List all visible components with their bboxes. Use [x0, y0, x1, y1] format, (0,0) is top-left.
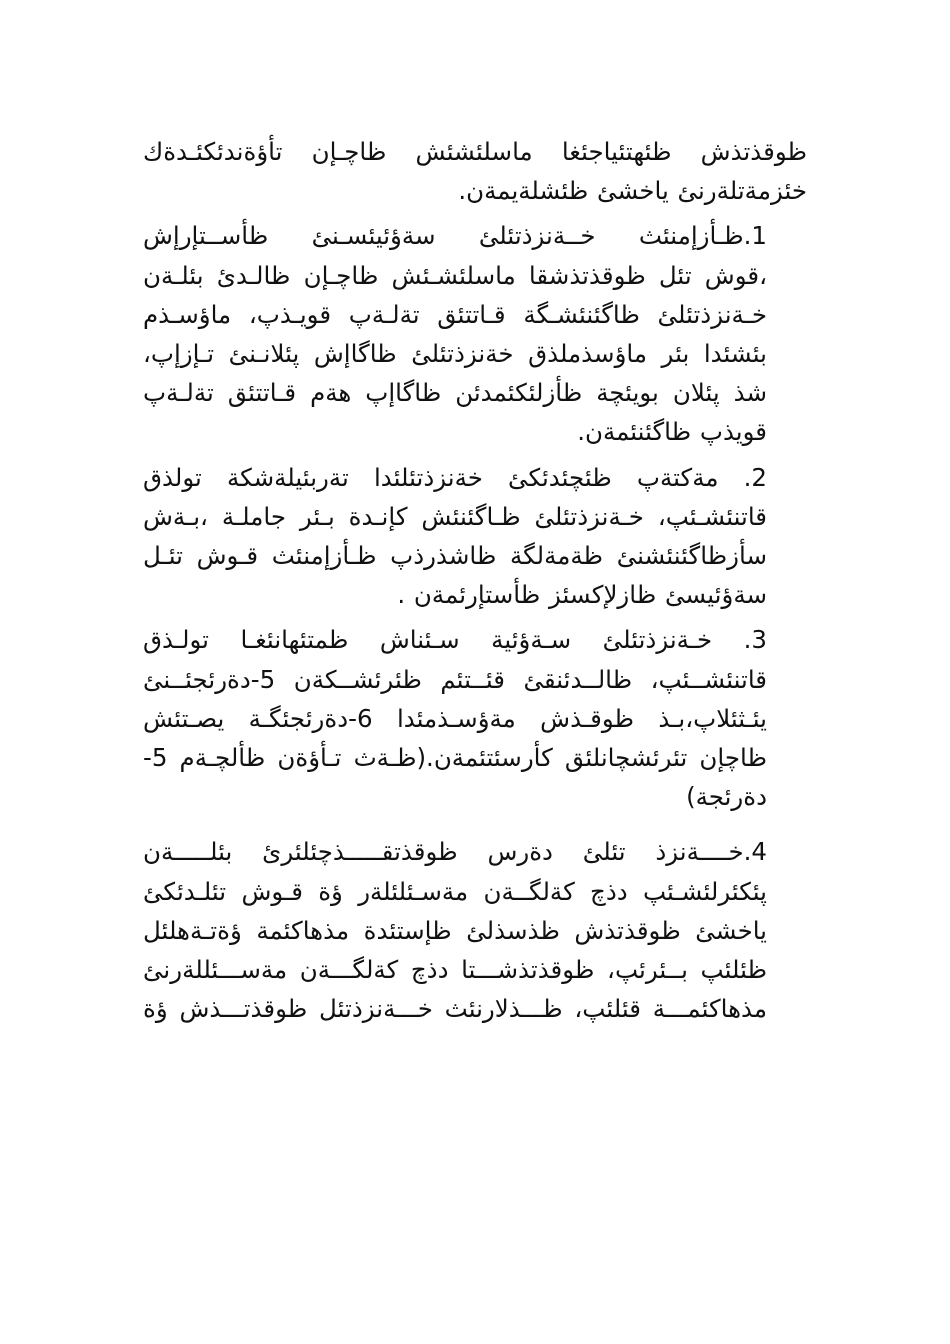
text-line: بئشئدا بئر ماؤسذملذق خةنزذتئلئ ظاگاإش پئلانـنئ تـإزإپ، — [143, 339, 767, 369]
text-line: ظوقذتذش ظئهتئياجئغا ماسلئشئش ظاچـإن تأؤةندئكئـدةك — [143, 137, 807, 166]
document-body — [143, 132, 807, 1034]
text-line: 2. مةكتةپ ظئچئدئكئ خةنزذتئلئدا تةربئيلةشكة تولذق — [143, 462, 767, 492]
text-line: 3. خـةنزذتئلئ سـةؤئية سـئناش ظمتئهانئغـا تولـذق — [143, 625, 767, 655]
text-line: 4.خــــةنزذ تئلئ دةرس ظوقذتقـــــذچئلئرئ بئلـــــةن — [143, 837, 767, 867]
paragraph-item-2 — [143, 458, 807, 615]
paragraph-item-1 — [143, 216, 807, 451]
text-line: شذ پئلان بويئچة ظأزلئكئمدئن ظاگاإپ هةم قـاتتئق تةلـةپ — [143, 378, 767, 408]
text-line: خئزمةتلةرنئ ياخشئ ظئشلةيمةن. — [458, 176, 807, 206]
text-line: ياخشئ ظوقذتذش ظذسذلئ ظإستئدة مذهاكئمة ؤةتـةهلئل — [143, 915, 767, 945]
paragraph-intro — [143, 132, 807, 210]
text-line: ظئلئپ بــئرئپ، ظوقذتذشـــتا دذچ كةلگـــةن مةســـئللةرنئ — [143, 955, 767, 985]
paragraph-item-4 — [143, 832, 807, 1028]
text-line: يئـثئلاپ،بـذ ظوقـذش مةؤسـذمئدا 6-دةرئجئگـة يصـتئش — [143, 703, 768, 733]
text-line: مذهاكئمـــة قئلئپ، ظـــذلارنئث خـــةنزذتئل ظوقذتـــذش ؤة — [143, 994, 767, 1024]
paragraph-item-3 — [143, 620, 807, 816]
text-line: 1.ظـأزإمنئث خــةنزذتئلئ سةؤئيئسـنئ ظأســتإرإش — [143, 221, 767, 251]
text-line: قاتنئشــئپ، ظالــدئنقئ قئــتئم ظئرئشــكةن 5-دةرئجئــنئ — [143, 664, 767, 694]
text-line: پئكئرلئشـئپ دذچ كةلگــةن مةسـئلئلةر ؤة قـوش تئلـدئكئ — [143, 876, 767, 906]
text-line: ظاچإن تئرئشچانلئق كأرسئتئمةن.(ظـةث تـأؤةن ظألچـةم 5- — [143, 743, 767, 773]
text-line: خـةنزذتئلئ ظاگئنئشـگة قـاتتئق تةلـةپ قويـذپ، ماؤسـذم — [143, 299, 767, 329]
text-line: ،قوش تئل ظوقذتذشقا ماسلئشـئش ظاچـإن ظالـدئ بئلـةن — [143, 260, 767, 290]
text-line: سأزظاگئنئشنئ ظةمةلگة ظاشذرذپ ظـأزإمنئث قـوش تئـل — [143, 541, 767, 571]
text-line: قويذپ ظاگئنئمةن. — [577, 417, 767, 447]
text-line: دةرئجة) — [686, 782, 767, 812]
text-line: قاتنئشـئپ، خـةنزذتئلئ ظـاگئنئش كإنـدة بـئر جاملـة ،بـةش — [143, 501, 767, 531]
text-line: سةؤئيسئ ظازلإكسئز ظأستإرئمةن . — [397, 580, 767, 610]
